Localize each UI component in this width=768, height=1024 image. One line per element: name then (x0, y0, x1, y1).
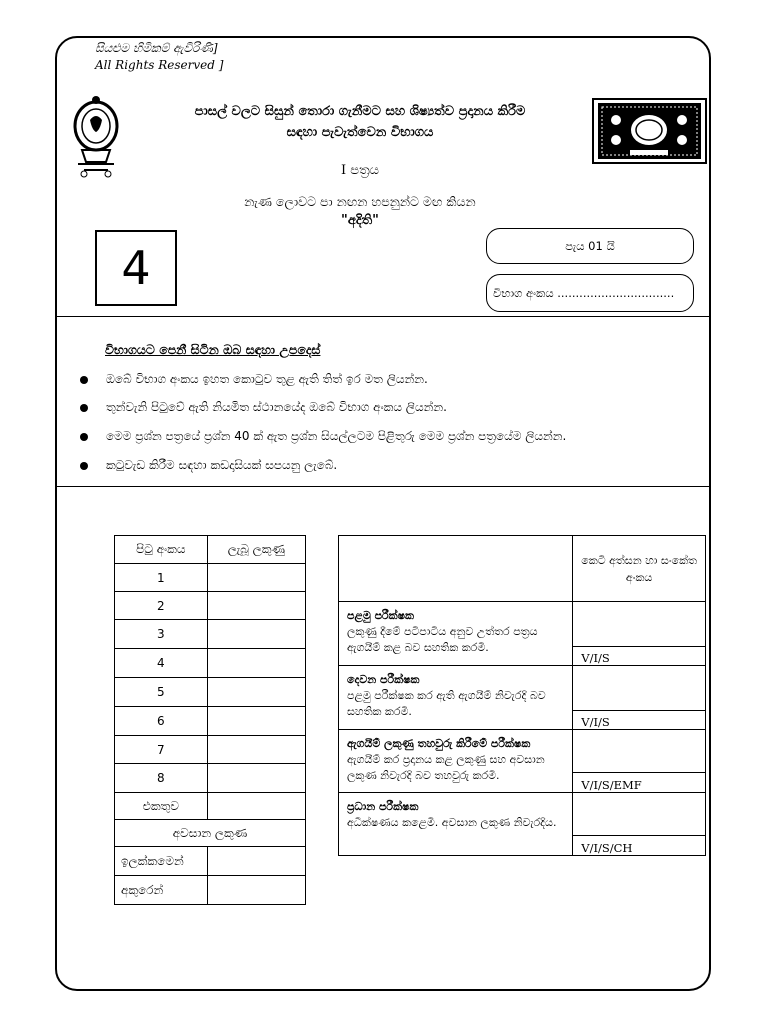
paper-number: I පත්‍රය (341, 163, 379, 178)
instruction-text: තුන්වැනි පිටුවේ ඇති නියමිත ස්ථානයේද ඔබේ විභාග අංකය ලියන්න. (106, 400, 447, 414)
examiner-section-4 (339, 793, 573, 856)
marks-cell[interactable] (207, 620, 305, 649)
header-empty-cell (339, 536, 573, 602)
page-number: 5 (115, 678, 208, 707)
signature-header: කෙටි අත්සන හා සංකේත අංකය (573, 536, 706, 602)
instruction-text: ඔබේ විභාග අංකය ඉහත කොටුව තුළ ඇති තිත් ඉර මත ලියන්න. (106, 372, 428, 386)
instructions-heading: විභාගයට පෙනී සිටින ඔබ සඳහා උපදෙස් (105, 342, 321, 357)
in-words-cell[interactable] (207, 876, 305, 905)
code-cell: V/I/S (573, 711, 706, 730)
total-label: එකතුව (115, 793, 208, 820)
bullet-icon (80, 376, 88, 384)
bullet-icon (80, 404, 88, 412)
page-number: 1 (115, 564, 208, 592)
marks-cell[interactable] (207, 678, 305, 707)
section-text: අධීක්ෂණය කළෙමි. අවසාන ලකුණ නිවැරදිය. (347, 816, 557, 829)
in-words-label: අකුරෙන් (115, 876, 208, 905)
marks-cell[interactable] (207, 707, 305, 736)
col-header-page: පිටු අංකය (115, 536, 208, 564)
page-number: 3 (115, 620, 208, 649)
signature-cell[interactable] (573, 730, 706, 773)
rights-sinhala: සියළුම හිමිකම් ඇවිරිණි] (95, 41, 218, 55)
final-mark-label: අවසාන ලකුණ (115, 820, 306, 847)
subject-line: නැණ ලොවට පා නඟන හපනුන්ට මඟ කියන (244, 194, 476, 209)
section-title: පළමු පරීක්ෂක (347, 609, 414, 622)
instruction-item (80, 400, 447, 415)
total-cell[interactable] (207, 793, 305, 820)
code-cell: V/I/S/EMF (573, 773, 706, 793)
marks-cell[interactable] (207, 736, 305, 764)
page-number: 6 (115, 707, 208, 736)
col-header-marks: ලැබූ ලකුණු (207, 536, 305, 564)
grade-box: 4 (95, 230, 177, 306)
rights-english: All Rights Reserved ] (95, 58, 224, 72)
duration-label: පැය 01 යි (565, 238, 615, 253)
section-title: ප්‍රධාන පරීක්ෂක (347, 800, 419, 813)
marks-cell[interactable] (207, 649, 305, 678)
section-text: පළමු පරීක්ෂක කර ඇති ඇගයීම් නිවැරදි බව සහතික කරමි. (347, 689, 546, 718)
divider-top (55, 316, 711, 317)
divider-middle (55, 486, 711, 487)
code-cell: V/I/S (573, 647, 706, 666)
index-number-label: විභාග අංකය ................................ (493, 285, 675, 300)
instruction-text: මෙම ප්‍රශ්න පත්‍රයේ ප්‍රශ්න 40 ක් ඇත ප්‍රශ්න සියල්ලටම පිළිතුරු මෙම ප්‍රශ්න පත්‍රයේම ලියන්න. (106, 429, 567, 443)
bullet-icon (80, 433, 88, 441)
bullet-icon (80, 462, 88, 470)
rights-reserved (95, 40, 223, 74)
page-number: 4 (115, 649, 208, 678)
marks-cell[interactable] (207, 592, 305, 620)
examiner-table (338, 535, 706, 856)
index-number-box[interactable] (486, 274, 694, 312)
header-line1: පාසල් වලට සිසුන් තොරා ගැනීමට සහ ශිෂ්‍යත්ව ප්‍රදානය කිරීම (194, 104, 526, 119)
marks-cell[interactable] (207, 564, 305, 592)
marks-cell[interactable] (207, 764, 305, 793)
instruction-item (80, 458, 337, 473)
examiner-section-3 (339, 730, 573, 793)
signature-cell[interactable] (573, 793, 706, 836)
instruction-text: කටුවැඩ කිරීම සඳහා කඩදාසියක් සපයනු ලැබේ. (106, 458, 338, 472)
header-line2: සඳහා පැවැත්වෙන විභාගය (286, 125, 434, 140)
page-number: 7 (115, 736, 208, 764)
signature-cell[interactable] (573, 666, 706, 711)
page-number: 8 (115, 764, 208, 793)
signature-cell[interactable] (573, 602, 706, 647)
department-seal-icon (592, 98, 707, 164)
paper-title: "අදිති" (341, 213, 379, 228)
section-text: ඇගයීම් කර ප්‍රදානය කළ ලකුණු සහ අවසාන ලකුණ නිවැරදි බව තහවුරු කරමි. (347, 753, 545, 782)
page-number: 2 (115, 592, 208, 620)
marks-table (114, 535, 306, 905)
examiner-section-1 (339, 602, 573, 666)
examiner-section-2 (339, 666, 573, 730)
instruction-item (80, 372, 428, 387)
duration-box (486, 228, 694, 264)
instruction-item (80, 429, 566, 444)
code-cell: V/I/S/CH (573, 836, 706, 856)
section-text: ලකුණු දීමේ පටිපාටිය අනුව උත්තර පත්‍රය ඇගයීම් කළ බව සහතික කරමි. (347, 625, 538, 654)
section-title: දෙවන පරීක්ෂක (347, 673, 420, 686)
section-title: ඇගයීම් ලකුණු තහවුරු කිරීමේ පරීක්ෂක (347, 737, 531, 750)
in-numbers-cell[interactable] (207, 847, 305, 876)
national-emblem-icon (70, 90, 122, 182)
in-numbers-label: ඉලක්කමෙන් (115, 847, 208, 876)
